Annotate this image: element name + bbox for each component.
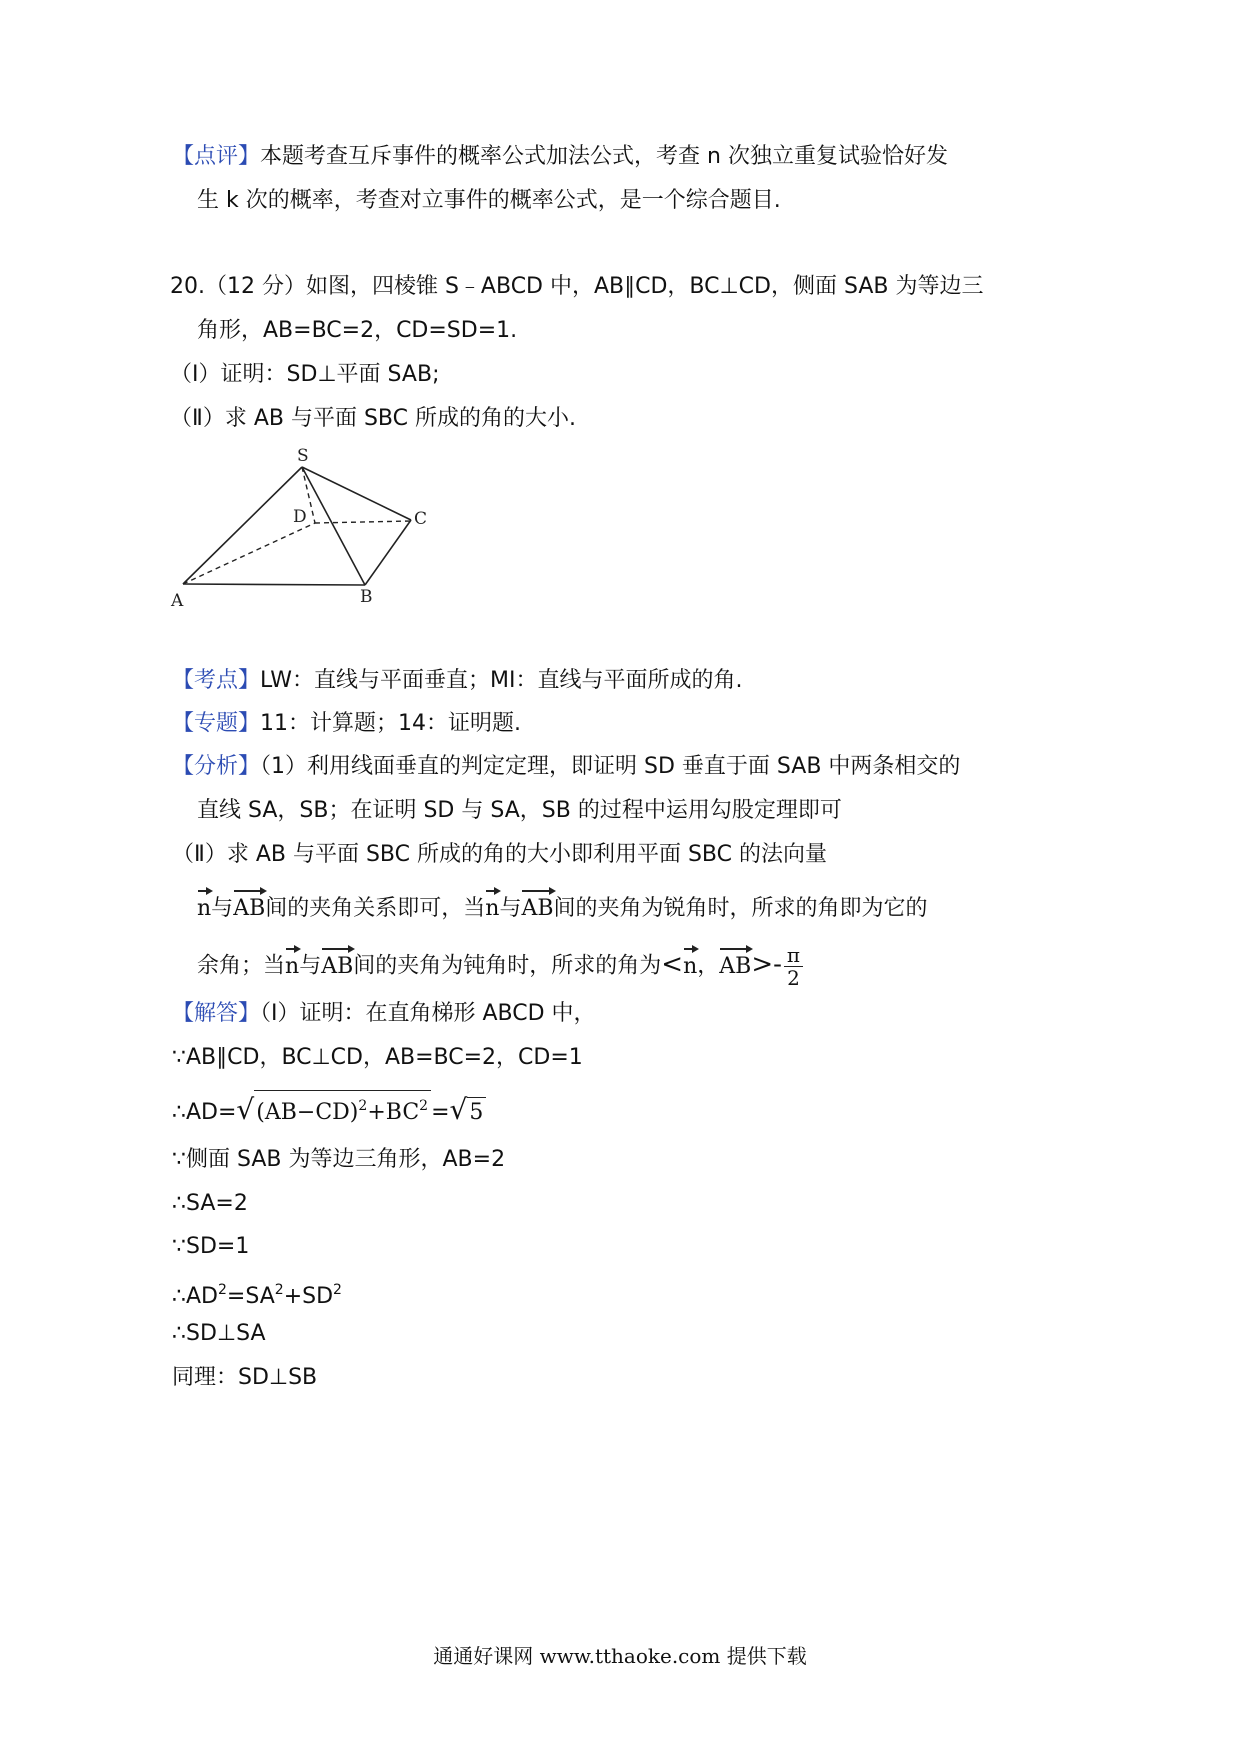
edge-bc — [365, 520, 411, 585]
label-d: D — [293, 507, 307, 527]
radicand-part-a: (AB−CD) — [256, 1100, 359, 1125]
ad-prefix: ∴AD= — [172, 1100, 237, 1125]
label-b: B — [360, 587, 373, 607]
angle-open: < — [661, 949, 684, 980]
edge-dc — [315, 521, 411, 523]
vector-ab: AB — [233, 888, 265, 924]
fenxi-5c: 间的夹角为钝角时，所求的角为 — [353, 953, 662, 979]
edge-sb — [302, 467, 365, 585]
sa-sq-base: =SA — [226, 1284, 275, 1309]
sqrt-sign: √ — [236, 1093, 255, 1126]
page-footer: 通通好课网 www.tthaoke.com 提供下载 — [433, 1644, 807, 1668]
edge-sc — [302, 467, 411, 520]
vector-ab: AB — [321, 946, 353, 982]
sd-sq-base: +SD — [283, 1284, 334, 1309]
jieda-text-1: （Ⅰ）证明：在直角梯形 ABCD 中， — [260, 1001, 596, 1026]
edge-sa — [183, 467, 302, 584]
sqrt-radicand — [254, 1090, 431, 1128]
jieda-tag: 【解答】 — [172, 1001, 261, 1026]
vector-ab: AB — [521, 888, 553, 924]
sd-sq-exp: 2 — [333, 1282, 342, 1298]
radicand-exp-2: 2 — [419, 1098, 429, 1114]
fenxi-line-2: 直线 SA，SB；在证明 SD 与 SA，SB 的过程中运用勾股定理即可 — [197, 798, 842, 823]
comment-tag: 【点评】 — [172, 144, 261, 169]
fenxi-4d: 间的夹角为锐角时，所求的角即为它的 — [553, 896, 928, 921]
zhuanti-tag: 【专题】 — [172, 711, 261, 736]
fenxi-5b: 与 — [299, 953, 322, 979]
ad-sq-base: ∴AD — [172, 1284, 218, 1309]
jieda-line-7 — [172, 1275, 342, 1312]
angle-close: >- — [751, 949, 782, 980]
angle-comma: ， — [697, 953, 720, 979]
question-part-2: （Ⅱ）求 AB 与平面 SBC 所成的角的大小. — [170, 406, 576, 431]
fenxi-4b: 间的夹角关系即可，当 — [265, 896, 486, 921]
kaodian-text: LW：直线与平面垂直；MI：直线与平面所成的角. — [260, 668, 743, 693]
jieda-line-6: ∵SD=1 — [172, 1234, 250, 1259]
fenxi-4a: 与 — [211, 896, 234, 921]
jieda-line-3 — [172, 1090, 486, 1128]
jieda-line-5: ∴SA=2 — [172, 1191, 248, 1216]
ad-sq-exp: 2 — [218, 1282, 227, 1298]
question-line-1: 20.（12 分）如图，四棱锥 S﹣ABCD 中，AB∥CD，BC⊥CD，侧面 SAB 为等边三 — [170, 274, 984, 299]
jieda-line-9: 同理：SD⊥SB — [172, 1365, 318, 1390]
kaodian-line — [172, 666, 742, 696]
vector-ab: AB — [719, 946, 751, 982]
kaodian-tag: 【考点】 — [172, 668, 261, 693]
comment-line-1 — [172, 142, 948, 172]
fenxi-line-3: （Ⅱ）求 AB 与平面 SBC 所成的角的大小即利用平面 SBC 的法向量 — [172, 842, 827, 867]
zhuanti-text: 11：计算题；14：证明题. — [260, 711, 521, 736]
zhuanti-line — [172, 709, 521, 739]
comment-line-2: 生 k 次的概率，考查对立事件的概率公式，是一个综合题目. — [197, 188, 781, 213]
vector-n: n — [197, 888, 211, 924]
sqrt5-value: 5 — [467, 1097, 486, 1128]
label-a: A — [171, 591, 184, 611]
fenxi-tag: 【分析】 — [172, 754, 261, 779]
ad-equals: = — [431, 1100, 450, 1125]
radicand-part-b: +BC — [367, 1100, 420, 1125]
radicand-exp-1: 2 — [358, 1098, 368, 1114]
vector-n: n — [485, 888, 499, 924]
comment-text-1: 本题考查互斥事件的概率公式加法公式，考查 n 次独立重复试验恰好发 — [260, 144, 948, 169]
label-s: S — [297, 446, 309, 466]
edge-ad — [183, 523, 315, 584]
jieda-line-4: ∵侧面 SAB 为等边三角形，AB=2 — [172, 1147, 506, 1172]
fenxi-text-1: （1）利用线面垂直的判定定理，即证明 SD 垂直于面 SAB 中两条相交的 — [260, 754, 961, 779]
pi-denominator: 2 — [787, 966, 800, 990]
sa-sq-exp: 2 — [274, 1282, 284, 1298]
fenxi-5a: 余角；当 — [197, 953, 286, 979]
vector-n: n — [683, 946, 697, 982]
vector-n: n — [285, 946, 299, 982]
jieda-line-2: ∵AB∥CD，BC⊥CD，AB=BC=2，CD=1 — [172, 1045, 583, 1070]
pyramid-figure — [165, 440, 455, 615]
jieda-line-8: ∴SD⊥SA — [172, 1321, 266, 1346]
jieda-line-1 — [172, 999, 596, 1029]
sqrt5-sign: √ — [449, 1093, 468, 1126]
fenxi-line-4 — [197, 888, 928, 924]
question-part-1: （Ⅰ）证明：SD⊥平面 SAB; — [170, 362, 440, 387]
question-line-2: 角形，AB=BC=2，CD=SD=1. — [197, 318, 518, 343]
fenxi-4c: 与 — [499, 896, 522, 921]
edge-ab — [183, 584, 365, 585]
fenxi-line-5 — [197, 944, 803, 989]
pi-over-2 — [784, 944, 803, 989]
pi-numerator: π — [784, 944, 803, 967]
fenxi-line-1 — [172, 752, 960, 782]
label-c: C — [414, 509, 428, 529]
